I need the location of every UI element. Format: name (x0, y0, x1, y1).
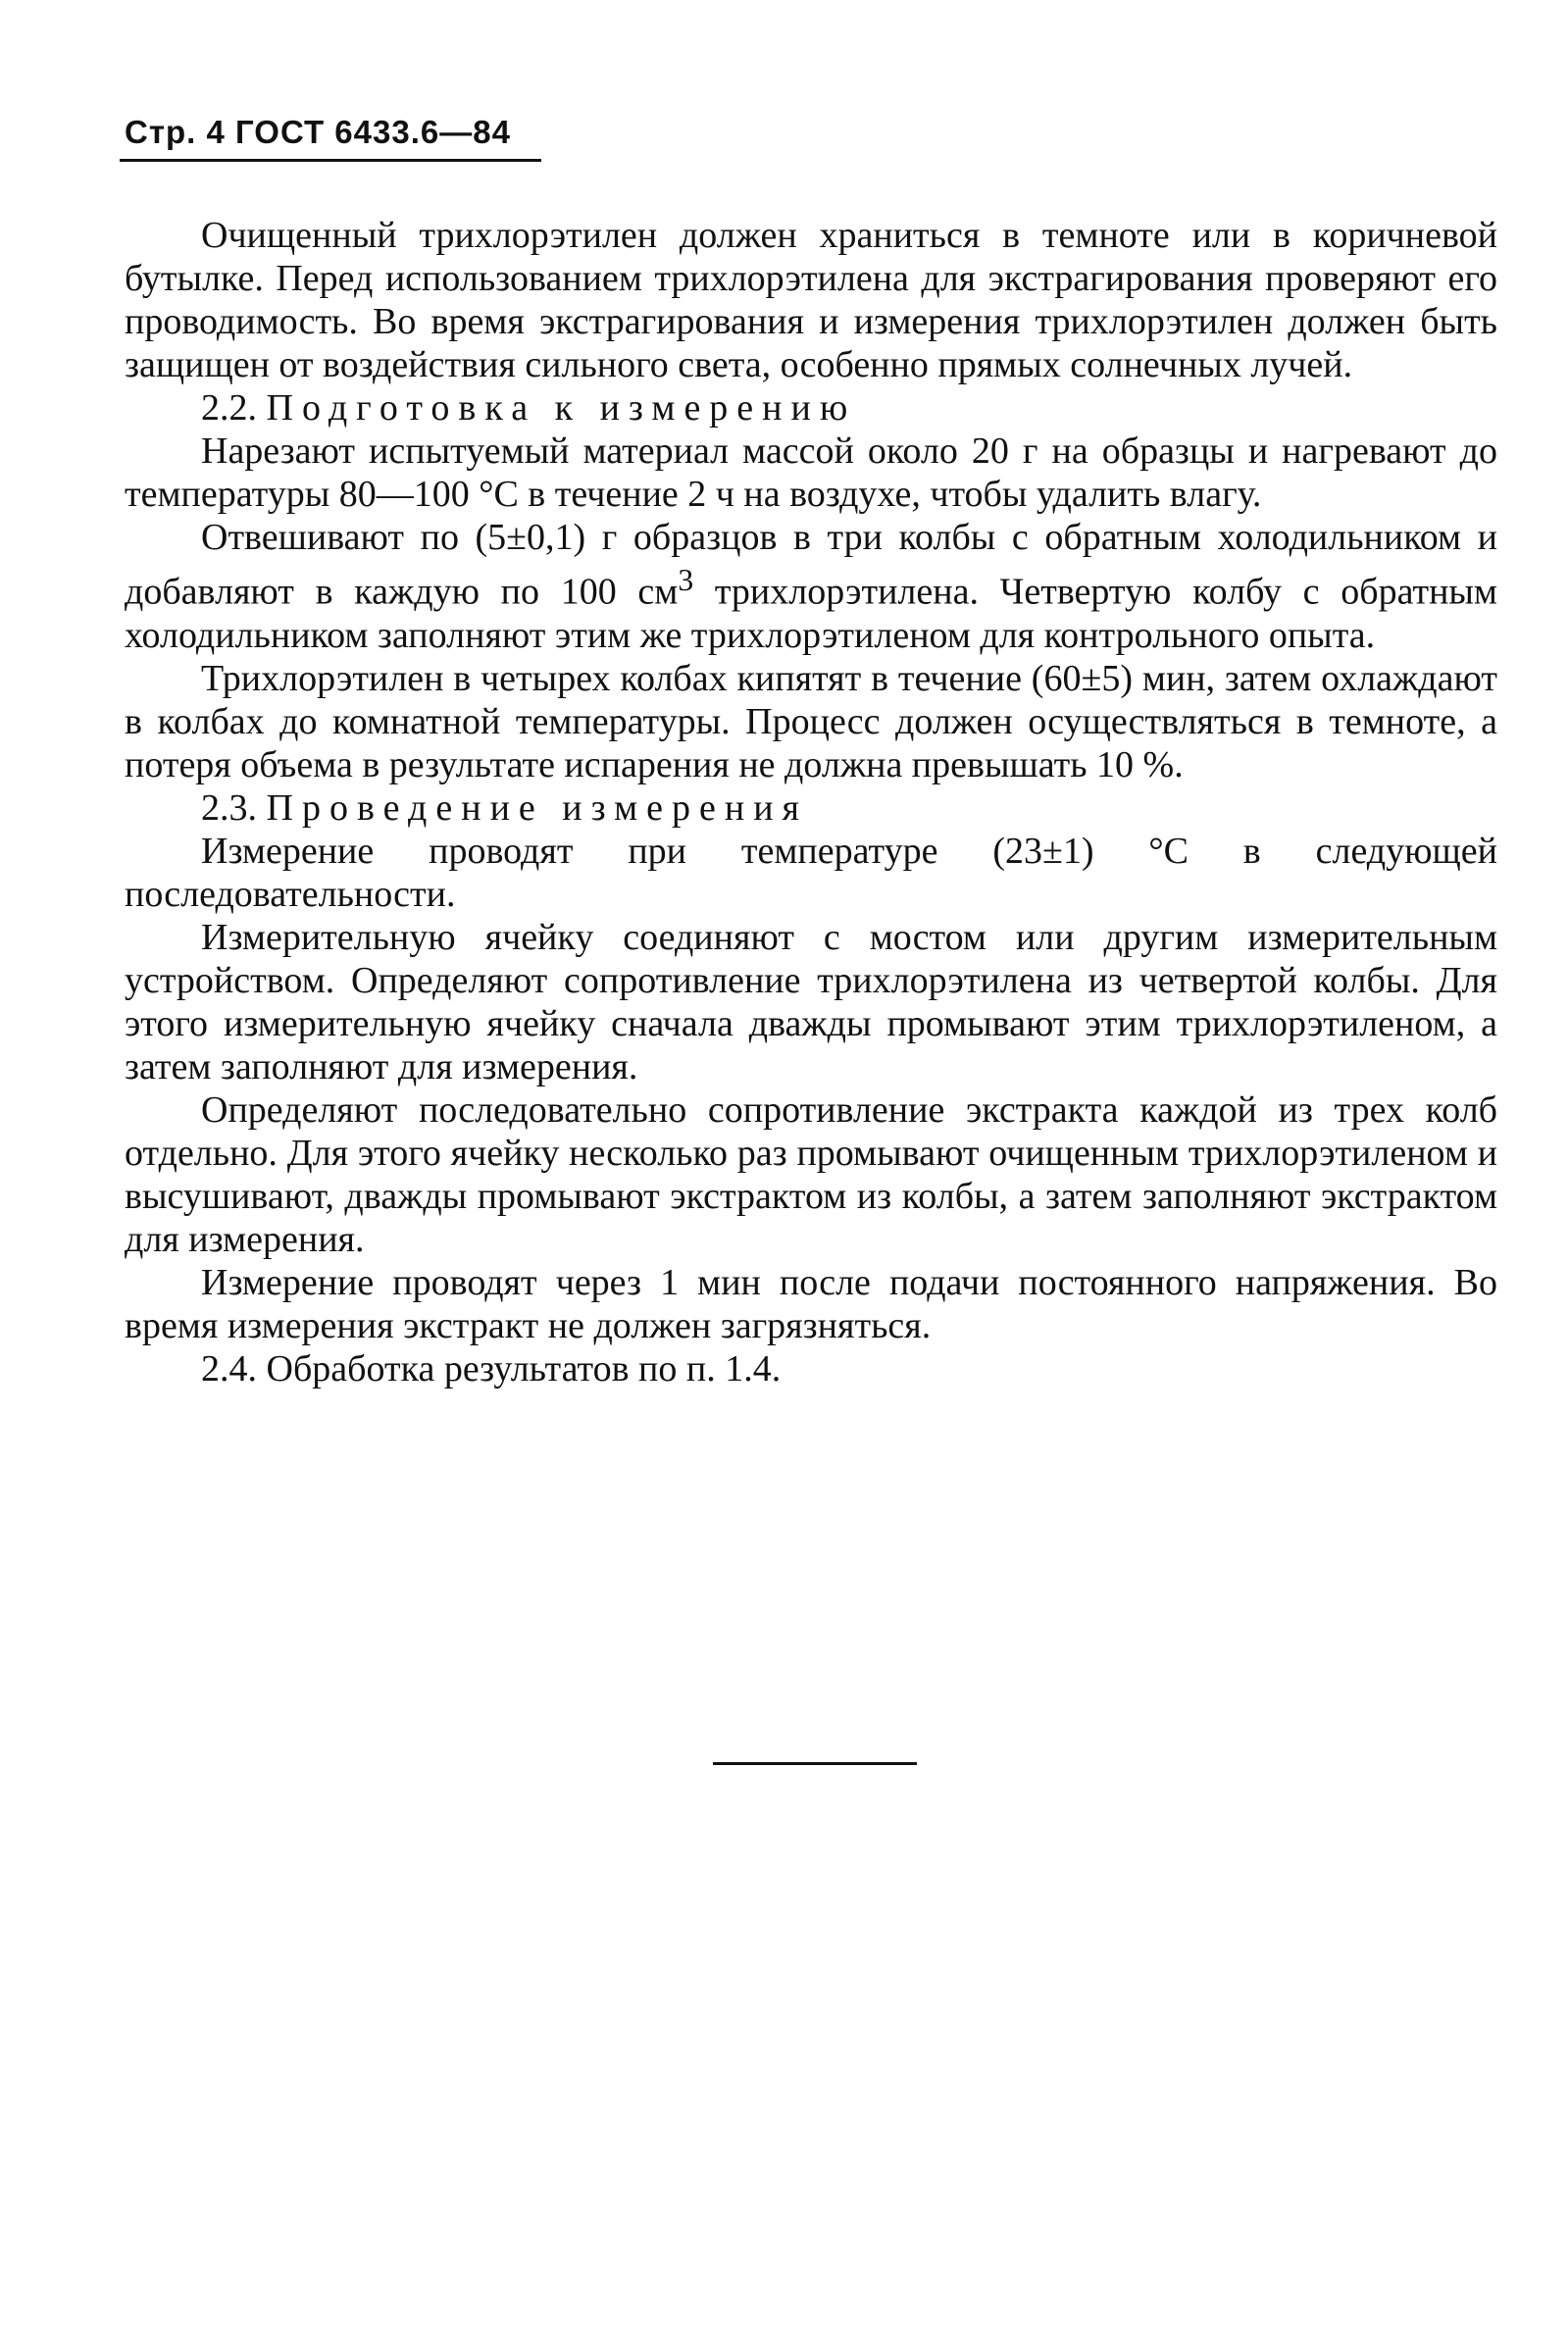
paragraph-boiling: Трихлорэтилен в четырех колбах кипятят в течение (60±5) мин, затем охлаждают в колбах до комнатной температуры. Процесс должен осуществляться в темноте, а потеря объема в результате испарения не должна превышать 10 %. (125, 657, 1497, 785)
paragraph-sample-prep: Нарезают испытуемый материал массой около 20 г на образцы и нагревают до температуры 80—100 °С в течение 2 ч на воздухе, чтобы удалить влагу. (125, 430, 1497, 515)
paragraph-weighing (125, 516, 1497, 657)
paragraph-measure-timing: Измерение проводят через 1 мин после подачи постоянного напряжения. Во время измерения экстракт не должен загрязняться. (125, 1261, 1497, 1346)
end-rule (713, 1762, 917, 1765)
page-header: Стр. 4 ГОСТ 6433.6—84 (125, 114, 511, 150)
paragraph-weighing-part-b: трихлорэтилена. Четвертую колбу с обратным холодильником заполняют этим же трихлорэтиленом для контрольного опыта. (125, 571, 1497, 656)
section-heading-2-4: 2.4. Обработка результатов по п. 1.4. (201, 1347, 782, 1390)
section-heading-2-3 (125, 786, 1497, 830)
header-rule (120, 159, 541, 162)
section-number-2-2: 2.2. (201, 387, 257, 429)
superscript-cubic: 3 (678, 563, 694, 597)
section-number-2-3: 2.3. (201, 786, 257, 829)
section-title-2-2: Подготовка к измерению (266, 387, 857, 429)
section-heading-2-2 (125, 386, 1497, 430)
paragraph-extract-resistance: Определяют последовательно сопротивление экстракта каждой из трех колб отдельно. Для этого ячейку несколько раз промывают очищенным трихлорэтиленом и высушивают, дважды промывают экстрактом из колбы, а затем заполняют экстрактом для измерения. (125, 1088, 1497, 1260)
paragraph-weighing-part-a: Отвешивают по (5±0,1) г образцов в три колбы с обратным холодильником и добавляют в каждую по 100 см (125, 517, 1497, 613)
document-body (125, 214, 1497, 1390)
section-title-2-3: Проведение измерения (266, 786, 809, 829)
paragraph-measure-temp: Измерение проводят при температуре (23±1) °С в следующей последовательности. (125, 830, 1497, 915)
paragraph-measure-cell: Измерительную ячейку соединяют с мостом или другим измерительным устройством. Определяют сопротивление трихлорэтилена из четвертой колбы. Для этого измерительную ячейку сначала дважды промывают этим трихлорэтиленом, а затем заполняют для измерения. (125, 916, 1497, 1087)
paragraph-storage: Очищенный трихлорэтилен должен храниться в темноте или в коричневой бутылке. Перед использованием трихлорэтилена для экстрагирования проверяют его проводимость. Во время экстрагирования и измерения трихлорэтилен должен быть защищен от воздействия сильного света, особенно прямых солнечных лучей. (125, 215, 1497, 385)
